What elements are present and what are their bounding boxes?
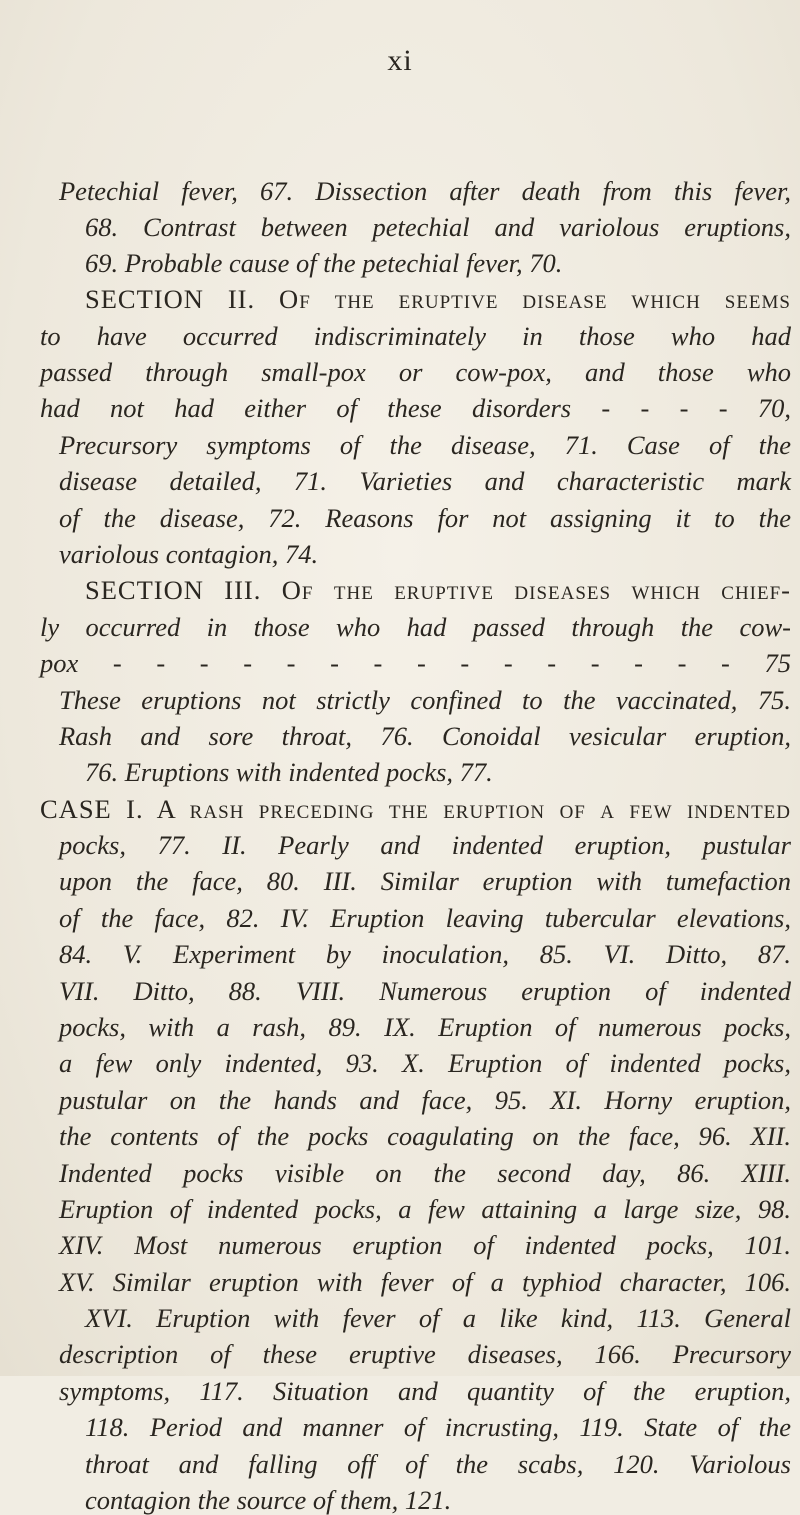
text-line-21: of the face, 82. IV. Eruption leaving tubercular elevations,: [59, 903, 791, 933]
text-line-9: disease detailed, 71. Varieties and characteristic mark: [59, 466, 791, 496]
text-line-19: pocks, 77. II. Pearly and indented eruption, pustular: [59, 830, 791, 860]
text-line-11: variolous contagion, 74.: [59, 539, 319, 569]
text-line-7: had not had either of these disorders - - - - 70,: [40, 393, 791, 423]
text-line-23: VII. Ditto, 88. VIII. Numerous eruption of indented: [59, 976, 791, 1006]
text-line-20: upon the face, 80. III. Similar eruption with tumefaction: [59, 866, 791, 896]
text-line-30: XIV. Most numerous eruption of indented pocks, 101.: [59, 1230, 791, 1260]
case-heading-line: CASE I. A rash preceding the eruption of a few indented: [40, 794, 791, 824]
text-line-22: 84. V. Experiment by inoculation, 85. VI. Ditto, 87.: [59, 939, 791, 969]
section-heading-line-2: SECTION III. Of the eruptive diseases which chief-: [85, 575, 791, 605]
text-line-36: throat and falling off of the scabs, 120. Variolous: [85, 1449, 791, 1479]
text-line-29: Eruption of indented pocks, a few attaining a large size, 98.: [59, 1194, 791, 1224]
text-line-35: 118. Period and manner of incrusting, 119. State of the: [85, 1412, 791, 1442]
text-line-16: Rash and sore throat, 76. Conoidal vesicular eruption,: [59, 721, 791, 751]
text-line-10: of the disease, 72. Reasons for not assigning it to the: [59, 503, 791, 533]
section-heading-line: SECTION II. Of the eruptive disease which seems: [85, 284, 791, 314]
text-line-8: Precursory symptoms of the disease, 71. Case of the: [59, 430, 791, 460]
text-line-33: description of these eruptive diseases, 166. Precursory: [59, 1339, 791, 1369]
text-line-2: 68. Contrast between petechial and variolous eruptions,: [85, 212, 791, 242]
text-line-24: pocks, with a rash, 89. IX. Eruption of numerous pocks,: [59, 1012, 791, 1042]
text-line-13: ly occurred in those who had passed through the cow-: [40, 612, 791, 642]
text-line-17: 76. Eruptions with indented pocks, 77.: [85, 757, 493, 787]
text-line-31: XV. Similar eruption with fever of a typhiod character, 106.: [59, 1267, 791, 1297]
text-line-6: passed through small-pox or cow-pox, and those who: [40, 357, 791, 387]
text-line-5: to have occurred indiscriminately in those who had: [40, 321, 791, 351]
page-folio: xi: [387, 44, 413, 77]
text-line-14: pox - - - - - - - - - - - - - - - 75: [40, 648, 791, 678]
text-line-15: These eruptions not strictly confined to the vaccinated, 75.: [59, 685, 791, 715]
text-line-27: the contents of the pocks coagulating on the face, 96. XII.: [59, 1121, 791, 1151]
text-line-28: Indented pocks visible on the second day, 86. XIII.: [59, 1158, 791, 1188]
text-line-1: Petechial fever, 67. Dissection after death from this fever,: [59, 176, 791, 206]
text-line-3: 69. Probable cause of the petechial fever, 70.: [85, 248, 563, 278]
text-line-34: symptoms, 117. Situation and quantity of the eruption,: [59, 1376, 791, 1406]
text-line-37: contagion the source of them, 121.: [85, 1485, 452, 1515]
text-line-25: a few only indented, 93. X. Eruption of indented pocks,: [59, 1048, 791, 1078]
text-line-26: pustular on the hands and face, 95. XI. Horny eruption,: [59, 1085, 791, 1115]
text-line-32: XVI. Eruption with fever of a like kind, 113. General: [85, 1303, 791, 1333]
